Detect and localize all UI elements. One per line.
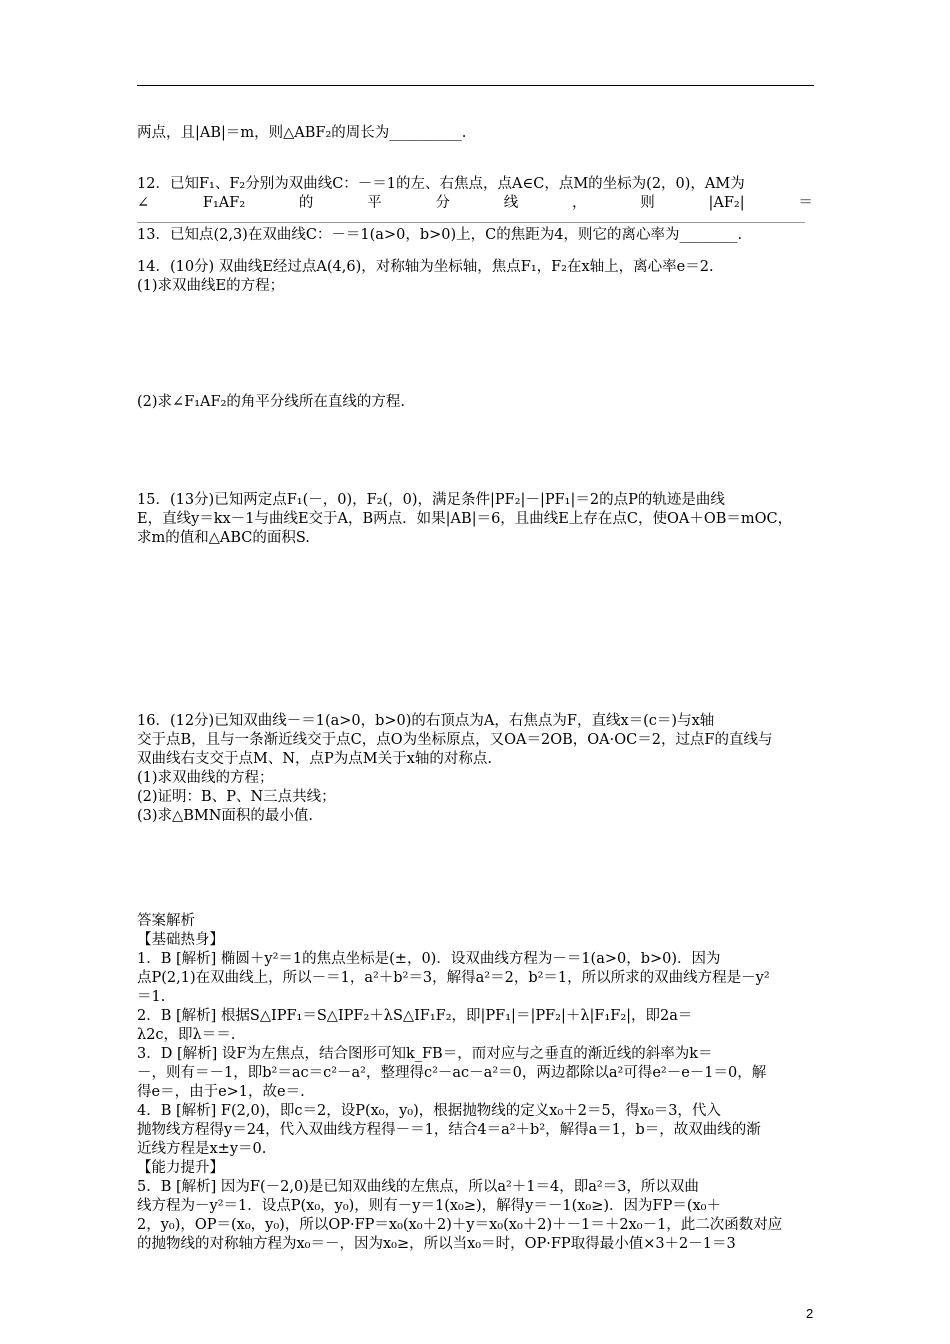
justified-word: ∠ [137,195,150,211]
justified-word: 平 [367,195,382,211]
text-line: 得e＝，由于e>1，故e＝. [137,1084,305,1100]
justified-word: 的 [298,195,314,211]
justified-word: 线 [503,195,519,211]
text-line: 4．B [解析] F(2,0)，即c＝2，设P(x₀，y₀)，根据抛物线的定义x₀＋2＝5，得x₀＝3，代入 [137,1103,721,1119]
header-rule [137,85,814,86]
text-line: 【能力提升】 [137,1160,224,1176]
text-line: －，则有＝－1，即b²＝ac＝c²－a²，整理得c²－ac－a²＝0，两边都除以a²可得e²－e－1＝0，解 [137,1065,767,1081]
text-line: 双曲线右支交于点M、N，点P为点M关于x轴的对称点. [137,751,492,767]
text-line: 线方程为－y²＝1．设点P(x₀，y₀)，则有－y＝1(x₀≥)，解得y＝－1(x₀≥)．因为FP＝(x₀＋ [137,1198,721,1214]
text-line: 求m的值和△ABC的面积S. [137,530,310,546]
text-line: (1)求双曲线E的方程； [137,278,285,294]
text-line: (2)证明：B、P、N三点共线； [137,789,336,805]
text-line: E，直线y＝kx－1与曲线E交于A，B两点．如果|AB|＝6，且曲线E上存在点C，使OA＋OB＝mOC， [137,511,793,527]
text-line: 交于点B，且与一条渐近线交于点C，点O为坐标原点，又OA＝2OB，OA·OC＝2，过点F的直线与 [137,732,773,748]
text-line: ＝1. [137,989,166,1005]
text-line: 12．已知F₁、F₂分别为双曲线C：－＝1的左、右焦点，点A∈C，点M的坐标为(2，0)，AM为 [137,176,745,192]
divider-line [137,222,805,223]
text-line: 5．B [解析] 因为F(－2,0)是已知双曲线的左焦点，所以a²＋1＝4，即a²＝3，所以双曲 [137,1179,699,1195]
text-line: 近线方程是x±y＝0. [137,1141,267,1157]
justified-word: ， [571,195,587,211]
justified-word: F₁AF₂ [202,195,246,211]
text-line: 两点，且|AB|＝m，则△ABF₂的周长为__________. [137,125,467,141]
text-line: (1)求双曲线的方程； [137,770,274,786]
justified-word: ＝ [798,195,813,211]
text-line: 3．D [解析] 设F为左焦点，结合图形可知k_FB＝，而对应与之垂直的渐近线的斜率为k＝ [137,1046,713,1062]
text-line: 15．(13分)已知两定点F₁(－，0)，F₂(，0)，满足条件|PF₂|－|PF₁|＝2的点P的轨迹是曲线 [137,492,725,508]
justified-word: 分 [435,195,450,211]
text-line: 点P(2,1)在双曲线上，所以－＝1，a²＋b²＝3，解得a²＝2，b²＝1，所以所求的双曲线方程是－y² [137,970,770,986]
text-line: 抛物线方程得y＝24，代入双曲线方程得－＝1，结合4＝a²＋b²，解得a＝1，b＝，故双曲线的渐 [137,1122,761,1138]
text-line: 2．B [解析] 根据S△IPF₁＝S△IPF₂＋λS△IF₁F₂，即|PF₁|＝|PF₂|＋λ|F₁F₂|，即2a＝ [137,1008,693,1024]
text-line: 13．已知点(2,3)在双曲线C：－＝1(a>0，b>0)上，C的焦距为4，则它的离心率为________. [137,227,743,243]
text-line: 16．(12分)已知双曲线－＝1(a>0，b>0)的右顶点为A，右焦点为F，直线x＝(c＝)与x轴 [137,713,715,729]
text-line: 【基础热身】 [137,932,224,948]
text-line: (2)求∠F₁AF₂的角平分线所在直线的方程. [137,394,406,410]
text-line: λ2c，即λ＝＝. [137,1027,236,1043]
justified-word: 则 [640,195,655,211]
problem-12-continuation [137,194,813,213]
text-line: 2，y₀)，OP＝(x₀，y₀)，所以OP·FP＝x₀(x₀＋2)＋y＝x₀(x₀＋2)＋－1＝＋2x₀－1，此二次函数对应 [137,1217,783,1233]
justified-word: |AF₂| [708,195,745,211]
text-line: 1．B [解析] 椭圆＋y²＝1的焦点坐标是(±，0)．设双曲线方程为－＝1(a>0，b>0)．因为 [137,951,721,967]
text-line: 的抛物线的对称轴方程为x₀＝－，因为x₀≥，所以当x₀＝时，OP·FP取得最小值×3＋2－1＝3 [137,1236,736,1252]
text-line: 答案解析 [137,913,195,929]
text-line: (3)求△BMN面积的最小值. [137,808,313,824]
page-number: 2 [806,1306,814,1321]
text-line: 14．(10分) 双曲线E经过点A(4,6)，对称轴为坐标轴，焦点F₁，F₂在x轴上，离心率e＝2. [137,259,714,275]
